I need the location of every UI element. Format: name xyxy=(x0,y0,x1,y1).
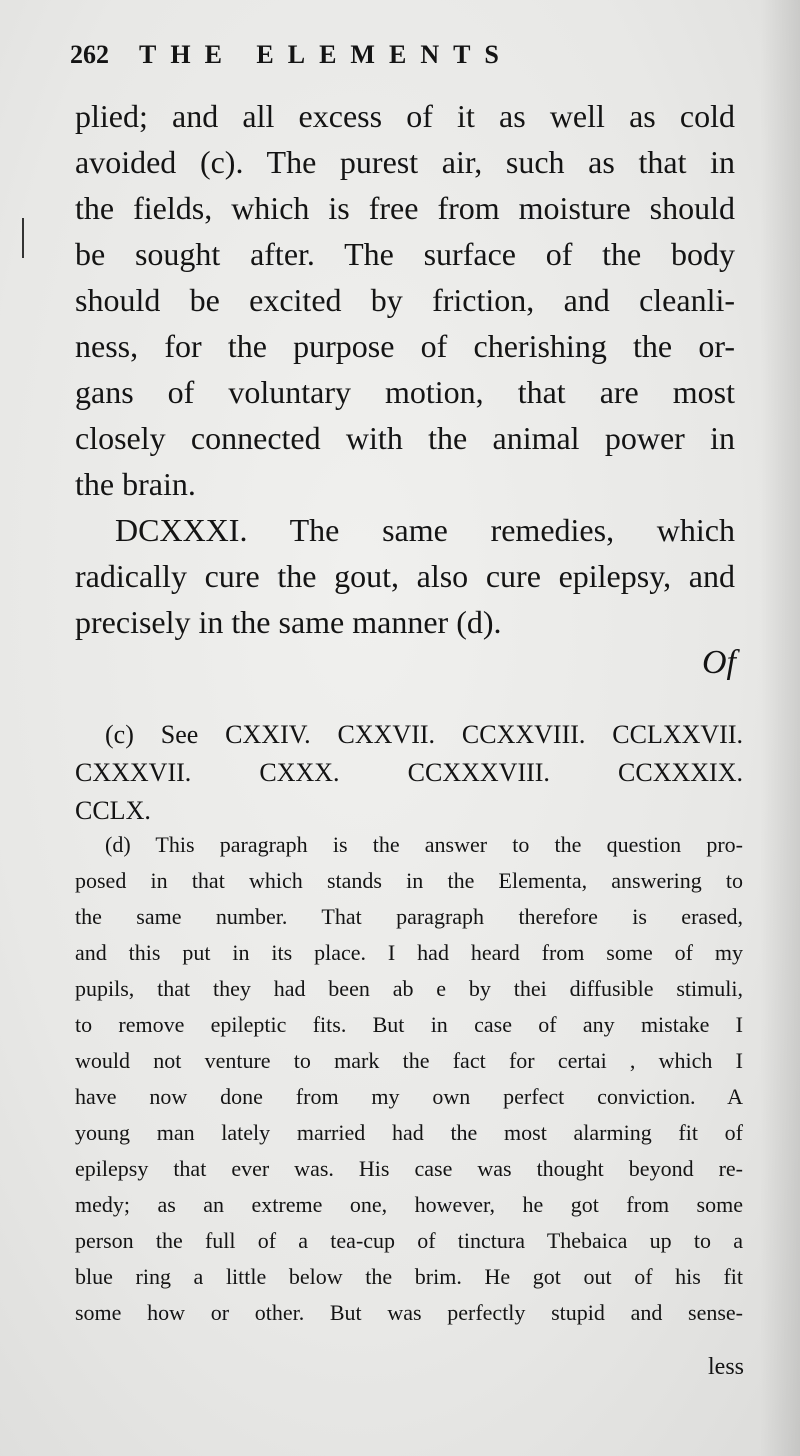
body-line: the brain. xyxy=(75,466,196,502)
footnote-line: have now done from my own perfect conviction. A xyxy=(75,1084,743,1109)
footnote-line: young man lately married had the most alarming fit of xyxy=(75,1120,743,1145)
footnote-line: CCLX. xyxy=(75,796,151,825)
footnote-line: epilepsy that ever was. His case was thought beyond re- xyxy=(75,1156,743,1181)
footnote-line: to remove epileptic fits. But in case of any mistake I xyxy=(75,1012,743,1037)
footnote-line: (c) See CXXIV. CXXVII. CCXXVIII. CCLXXVII. xyxy=(105,720,743,749)
footnote-line: the same number. That paragraph therefore is erased, xyxy=(75,904,743,929)
body-line: plied; and all excess of it as well as cold xyxy=(75,98,735,134)
catchword-top: Of xyxy=(702,644,736,681)
margin-mark xyxy=(22,218,24,258)
running-header xyxy=(70,40,730,80)
body-line: ness, for the purpose of cherishing the or- xyxy=(75,328,735,364)
body-line: gans of voluntary motion, that are most xyxy=(75,374,735,410)
footnote-line: (d) This paragraph is the answer to the question pro- xyxy=(105,832,743,857)
footnote-line: and this put in its place. I had heard from some of my xyxy=(75,940,743,965)
footnote-line: posed in that which stands in the Elementa, answering to xyxy=(75,868,743,893)
page-number: 262 xyxy=(70,40,109,69)
body-line: the fields, which is free from moisture should xyxy=(75,190,735,226)
footnote-line: CXXXVII. CXXX. CCXXXVIII. CCXXXIX. xyxy=(75,758,743,787)
catchword-bottom: less xyxy=(708,1354,744,1380)
body-line: avoided (c). The purest air, such as that in xyxy=(75,144,735,180)
footnote-line: would not venture to mark the fact for certai , which I xyxy=(75,1048,743,1073)
body-line: should be excited by friction, and cleanli- xyxy=(75,282,735,318)
footnote-line: pupils, that they had been ab e by thei diffusible stimuli, xyxy=(75,976,743,1001)
body-line: radically cure the gout, also cure epilepsy, and xyxy=(75,558,735,594)
footnote-line: person the full of a tea-cup of tinctura Thebaica up to a xyxy=(75,1228,743,1253)
body-line: precisely in the same manner (d). xyxy=(75,604,502,640)
footnote-line: some how or other. But was perfectly stupid and sense- xyxy=(75,1300,743,1325)
body-line: be sought after. The surface of the body xyxy=(75,236,735,272)
page-edge-shadow xyxy=(760,0,800,1456)
section-heading-line: DCXXXI. The same remedies, which xyxy=(115,512,735,548)
running-title: THE ELEMENTS xyxy=(139,40,513,69)
footnote-line: medy; as an extreme one, however, he got from some xyxy=(75,1192,743,1217)
body-line: closely connected with the animal power in xyxy=(75,420,735,456)
footnote-line: blue ring a little below the brim. He got out of his fit xyxy=(75,1264,743,1289)
